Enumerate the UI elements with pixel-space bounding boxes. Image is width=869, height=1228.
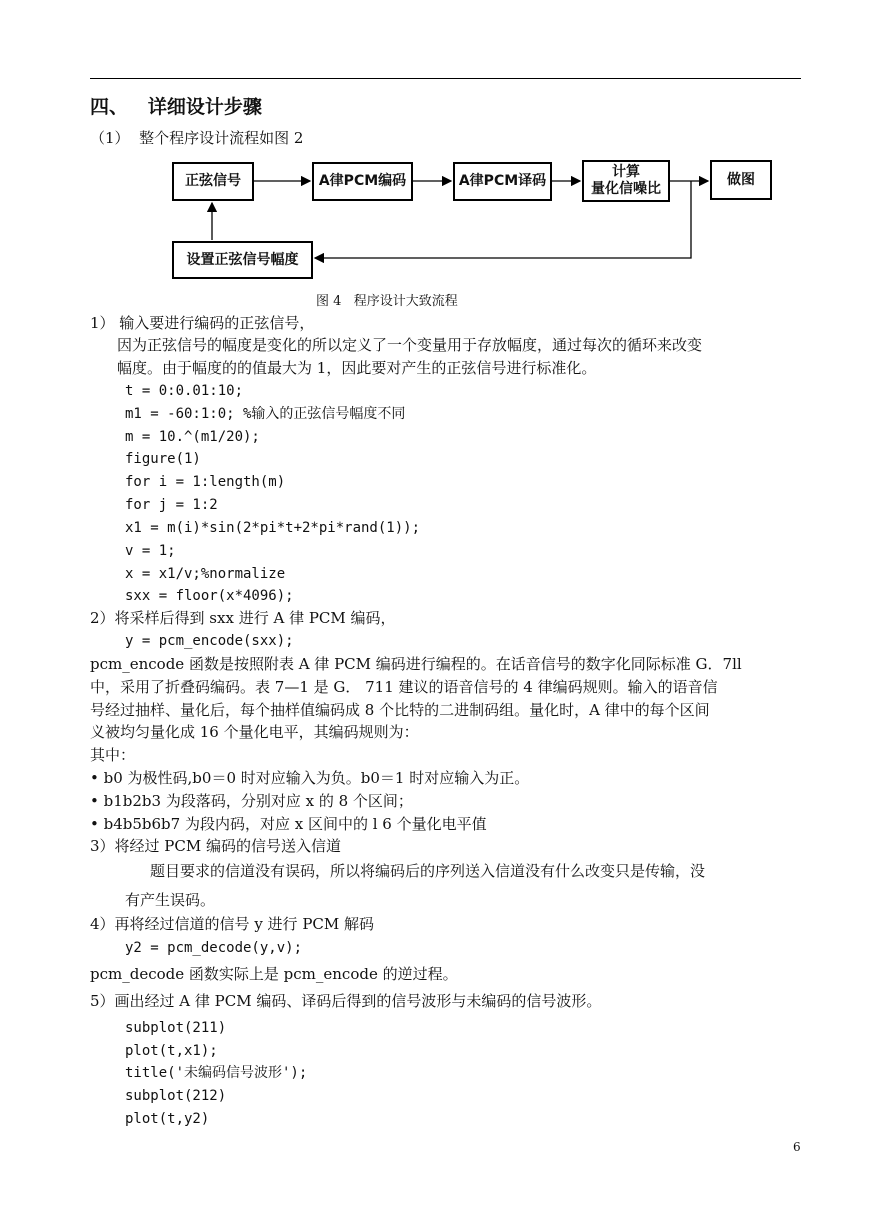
code-line: y = pcm_encode(sxx); xyxy=(125,633,294,649)
code-line: m = 10.^(m1/20); xyxy=(125,429,260,445)
text-line: pcm_decode 函数实际上是 pcm_encode 的逆过程。 xyxy=(90,965,458,983)
section-heading: 四、 详细设计步骤 xyxy=(90,96,262,118)
code-line: m1 = -60:1:0; %输入的正弦信号幅度不同 xyxy=(125,406,406,422)
code-line: title('未编码信号波形'); xyxy=(125,1065,308,1081)
box-a-law-decode: A律PCM译码 xyxy=(453,162,552,201)
box-a-law-encode: A律PCM编码 xyxy=(312,162,413,201)
code-line: x1 = m(i)*sin(2*pi*t+2*pi*rand(1)); xyxy=(125,520,421,536)
box-plot: 做图 xyxy=(710,160,772,200)
box-compute-snr: 计算 量化信噪比 xyxy=(582,160,670,202)
bullet-line: • b4b5b6b7 为段内码，对应 x 区间中的 l 6 个量化电平值 xyxy=(90,815,487,833)
code-line: subplot(212) xyxy=(125,1088,227,1104)
text-line: pcm_encode 函数是按照附表 A 律 PCM 编码进行编程的。在话音信号的数字化同际标准 G．7ll xyxy=(90,655,742,673)
text-line: 1） 输入要进行编码的正弦信号， xyxy=(90,314,315,332)
figure-caption: 图 4 程序设计大致流程 xyxy=(316,294,458,309)
code-line: y2 = pcm_decode(y,v); xyxy=(125,940,303,956)
box-set-amplitude: 设置正弦信号幅度 xyxy=(172,241,313,279)
text-line: 有产生误码。 xyxy=(125,891,216,909)
flowchart-arrows xyxy=(0,0,869,300)
code-line: x = x1/v;%normalize xyxy=(125,566,286,582)
code-line: sxx = floor(x*4096); xyxy=(125,588,294,604)
code-line: subplot(211) xyxy=(125,1020,227,1036)
page-number: 6 xyxy=(793,1140,801,1154)
code-line: plot(t,y2) xyxy=(125,1111,210,1127)
code-line: for i = 1:length(m) xyxy=(125,474,286,490)
code-line: v = 1; xyxy=(125,543,176,559)
text-line: 因为正弦信号的幅度是变化的所以定义了一个变量用于存放幅度，通过每次的循环来改变 xyxy=(117,336,703,354)
text-line: 幅度。由于幅度的的值最大为 1，因此要对产生的正弦信号进行标准化。 xyxy=(117,359,597,377)
text-line: 4）再将经过信道的信号 y 进行 PCM 解码 xyxy=(90,915,375,933)
text-line: 3）将经过 PCM 编码的信号送入信道 xyxy=(90,837,342,855)
text-line: 2）将采样后得到 sxx 进行 A 律 PCM 编码， xyxy=(90,609,396,627)
box-sine-signal: 正弦信号 xyxy=(172,162,254,201)
code-line: t = 0:0.01:10; xyxy=(125,383,244,399)
text-line: 义被均匀量化成 16 个量化电平，其编码规则为： xyxy=(90,723,419,741)
code-line: plot(t,x1); xyxy=(125,1043,218,1059)
text-line: 其中： xyxy=(90,746,136,764)
bullet-line: • b0 为极性码,b0＝0 时对应输入为负。b0＝1 时对应输入为正。 xyxy=(90,769,530,787)
text-line: 5）画出经过 A 律 PCM 编码、译码后得到的信号波形与未编码的信号波形。 xyxy=(90,992,602,1010)
code-line: for j = 1:2 xyxy=(125,497,218,513)
text-line: 号经过抽样、量化后，每个抽样值编码成 8 个比特的二进制码组。量化时，A 律中的每个区间 xyxy=(90,701,710,719)
text-line: 题目要求的信道没有误码，所以将编码后的序列送入信道没有什么改变只是传输，没 xyxy=(150,862,706,880)
bullet-line: • b1b2b3 为段落码，分别对应 x 的 8 个区间； xyxy=(90,792,413,810)
text-line: 中，采用了折叠码编码。表 7—1 是 G． 711 建议的语音信号的 4 律编码规则。输入的语音信 xyxy=(90,678,718,696)
intro-line: （1） 整个程序设计流程如图 2 xyxy=(90,129,304,147)
code-line: figure(1) xyxy=(125,451,201,467)
